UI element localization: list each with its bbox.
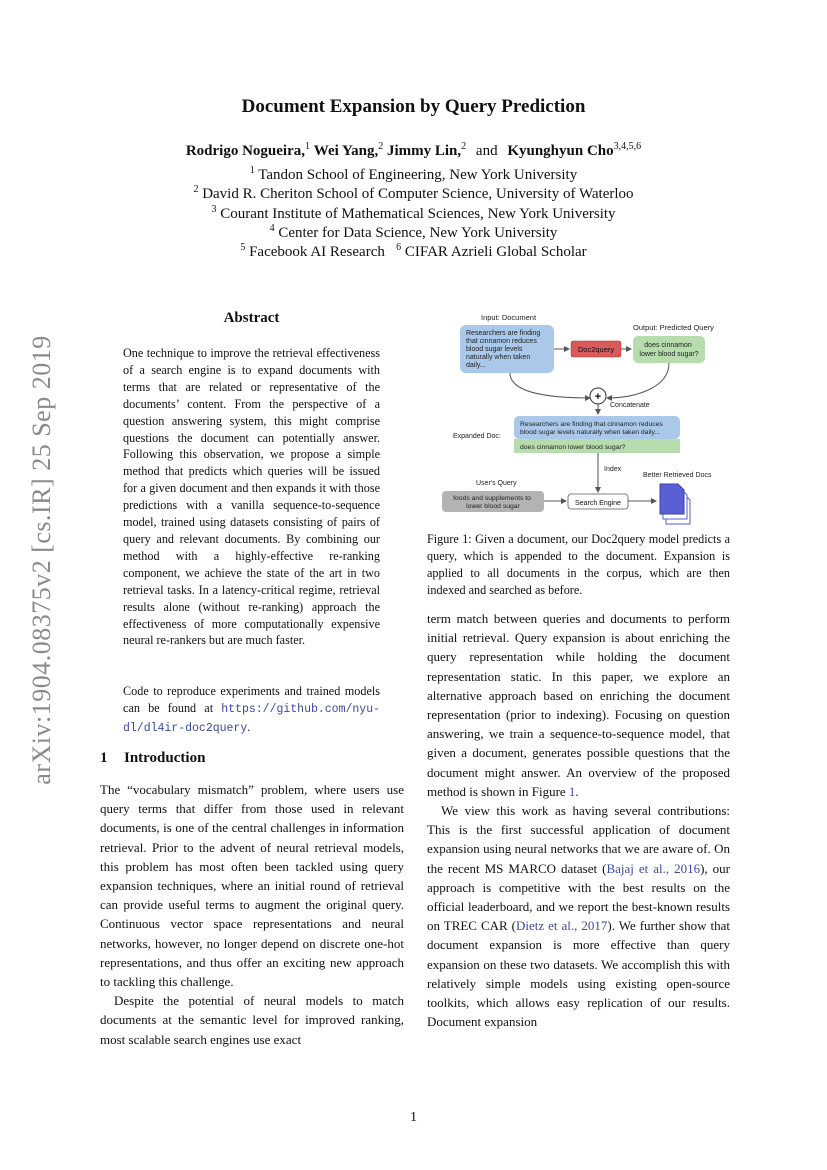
arxiv-id: arXiv:1904.08375v2 [cs.IR] 25 Sep 2019 <box>27 335 56 785</box>
intro-paragraph: Despite the potential of neural models to match documents at the semantic level for improved ranking, most scalable search engines use exact <box>100 993 404 1047</box>
plus-sign: + <box>594 391 602 403</box>
and-word: and <box>475 143 498 159</box>
affiliation-sup: 6 <box>396 242 402 253</box>
author-name: Rodrigo Nogueira, <box>185 143 306 159</box>
index-label: Index <box>604 466 622 473</box>
arrow <box>607 363 669 398</box>
paper-title: Document Expansion by Query Prediction <box>241 96 586 117</box>
affiliation <box>0 244 827 261</box>
affiliation-text: Center for Data Science, New York University <box>278 225 558 241</box>
arxiv-sidebar-stamp <box>22 260 62 860</box>
affiliation-sup: 3 <box>211 204 217 215</box>
text-run: . <box>575 783 579 799</box>
affiliation-sup: 1 <box>249 165 255 176</box>
text-run: term match between queries and documents to perform initial retrieval. Query expansion is about enriching the query representation while holding the document representation static. In this paper, we explore an alternative approach based on enriching the document representation (prior to indexing). Focusing on question answering, we train a sequence-to-sequence model, that given a document, generates possible questions that the document might answer. An overview of the proposed method is shown in Figure <box>427 611 730 799</box>
figure-1-caption: Figure 1: Given a document, our Doc2query model predicts a query, which is appended to the document. Expansion is applied to all documents in the corpus, which are then indexed and searched as before. <box>427 532 730 597</box>
affiliation <box>0 225 827 242</box>
affiliation-sup: 5 <box>240 242 246 253</box>
section-title: Introduction <box>124 750 206 766</box>
predicted-query-box <box>633 336 705 363</box>
author-sup: 2 <box>461 141 467 152</box>
text-run: We view this work as having several contributions: This is the first successful application of document expansion using neural networks that we are aware of. On the recent MS MARCO dataset ( <box>427 803 730 876</box>
affiliation-text: Tandon School of Engineering, New York University <box>258 167 578 183</box>
author-sup: 2 <box>378 141 384 152</box>
author-name: Jimmy Lin, <box>386 143 462 159</box>
author-sup: 3,4,5,6 <box>613 141 642 152</box>
affiliation <box>0 186 827 203</box>
concatenate-label: Concatenate <box>610 402 650 409</box>
affiliation-sup: 4 <box>269 223 275 234</box>
output-label: Output: Predicted Query <box>633 323 714 332</box>
abstract-body <box>123 345 380 649</box>
figure-1-diagram <box>430 308 730 528</box>
abstract-heading: Abstract <box>223 310 280 326</box>
code-url-link[interactable]: https://github.com/nyu-dl/dl4ir-doc2query <box>123 702 380 735</box>
citation-link[interactable]: Bajaj et al., 2016 <box>606 860 701 876</box>
expanded-query-text: does cinnamon lower blood sugar? <box>520 444 626 451</box>
code-availability <box>123 683 380 738</box>
code-suffix: . <box>247 719 251 734</box>
search-engine-label: Search Engine <box>575 500 621 507</box>
affiliation-sup: 2 <box>193 184 199 195</box>
users-query-text: foods and supplements to lower blood sugar <box>453 495 531 510</box>
text-run: ). We further show that document expansion is more effective than query expansion on these two datasets. We accomplish this with relatively simple models using existing open-source toolkits, which allows easy replication of our results. Document expansion <box>427 918 730 1030</box>
input-label: Input: Document <box>481 313 537 322</box>
author-list <box>0 143 827 160</box>
author-name: Wei Yang, <box>313 143 379 159</box>
expanded-doc-text: Researchers are finding that cinnamon reduces blood sugar levels naturally when taken daily... <box>520 421 663 436</box>
affiliation-text: David R. Cheriton School of Computer Science, University of Waterloo <box>202 186 634 202</box>
better-docs-label: Better Retrieved Docs <box>643 472 712 479</box>
intro-paragraph: The “vocabulary mismatch” problem, where users use query terms that differ from those used in relevant documents, is one of the central challenges in information retrieval. Prior to the advent of neural retrieval models, this problem has most often been tackled using query expansion techniques, where an initial round of retrieval can provide useful terms to augment the original query. Continuous vector space representations and neural networks, however, no longer depend on discrete one-hot representations, and thus offer an exciting new approach to tackling this challenge. <box>100 782 404 990</box>
intro-right-column <box>427 609 730 1031</box>
predicted-query-text: does cinnamon lower blood sugar? <box>639 342 699 358</box>
users-query-label: User's Query <box>476 480 517 487</box>
abstract-text: One technique to improve the retrieval effectiveness of a search engine is to expand documents with terms that are related or representative of the documents’ content. From the perspective of a question answering system, this might comprise questions the document can potentially answer. Following this observation, we propose a simple method that predicts which queries will be issued for a given document and then expands it with those predictions with a vanilla sequence-to-sequence model, trained using datasets consisting of pairs of query and relevant documents. By combining our method with a highly-effective re-ranking component, we achieve the state of the art in two retrieval tasks. In a latency-critical regime, retrieval results alone (without re-ranking) approach the effectiveness of more computationally expensive neural re-rankers but are much faster. <box>123 346 380 648</box>
affiliation <box>0 206 827 223</box>
intro-left-column <box>100 780 404 1049</box>
text-run: ), our approach is competitive with the best results on the official leaderboard, and we report the best-known results on TREC CAR ( <box>427 860 730 934</box>
affiliation-text: Facebook AI Research <box>249 244 385 260</box>
expanded-doc-label: Expanded Doc: <box>453 433 501 440</box>
affiliation <box>0 167 827 184</box>
figure-ref-link[interactable]: 1 <box>568 783 576 799</box>
affiliation-text: CIFAR Azrieli Global Scholar <box>404 244 587 260</box>
retrieved-docs-icon <box>660 484 690 524</box>
section-number: 1 <box>100 750 108 766</box>
input-document-text: Researchers are finding that cinnamon reduces blood sugar levels naturally when taken daily... <box>466 330 541 369</box>
intro-paragraph <box>427 609 730 801</box>
author-sup: 1 <box>305 141 311 152</box>
doc2query-label: Doc2query <box>577 345 615 354</box>
section-heading <box>100 750 205 767</box>
citation-link[interactable]: Dietz et al., 2017 <box>516 918 608 934</box>
intro-paragraph <box>427 801 730 1031</box>
code-prefix: Code to reproduce experiments and trained models can be found at <box>123 684 380 715</box>
page-number: 1 <box>410 1110 417 1125</box>
affiliation-text: Courant Institute of Mathematical Sciences, New York University <box>220 206 616 222</box>
author-name: Kyunghyun Cho <box>507 143 614 159</box>
arrow <box>510 373 590 398</box>
